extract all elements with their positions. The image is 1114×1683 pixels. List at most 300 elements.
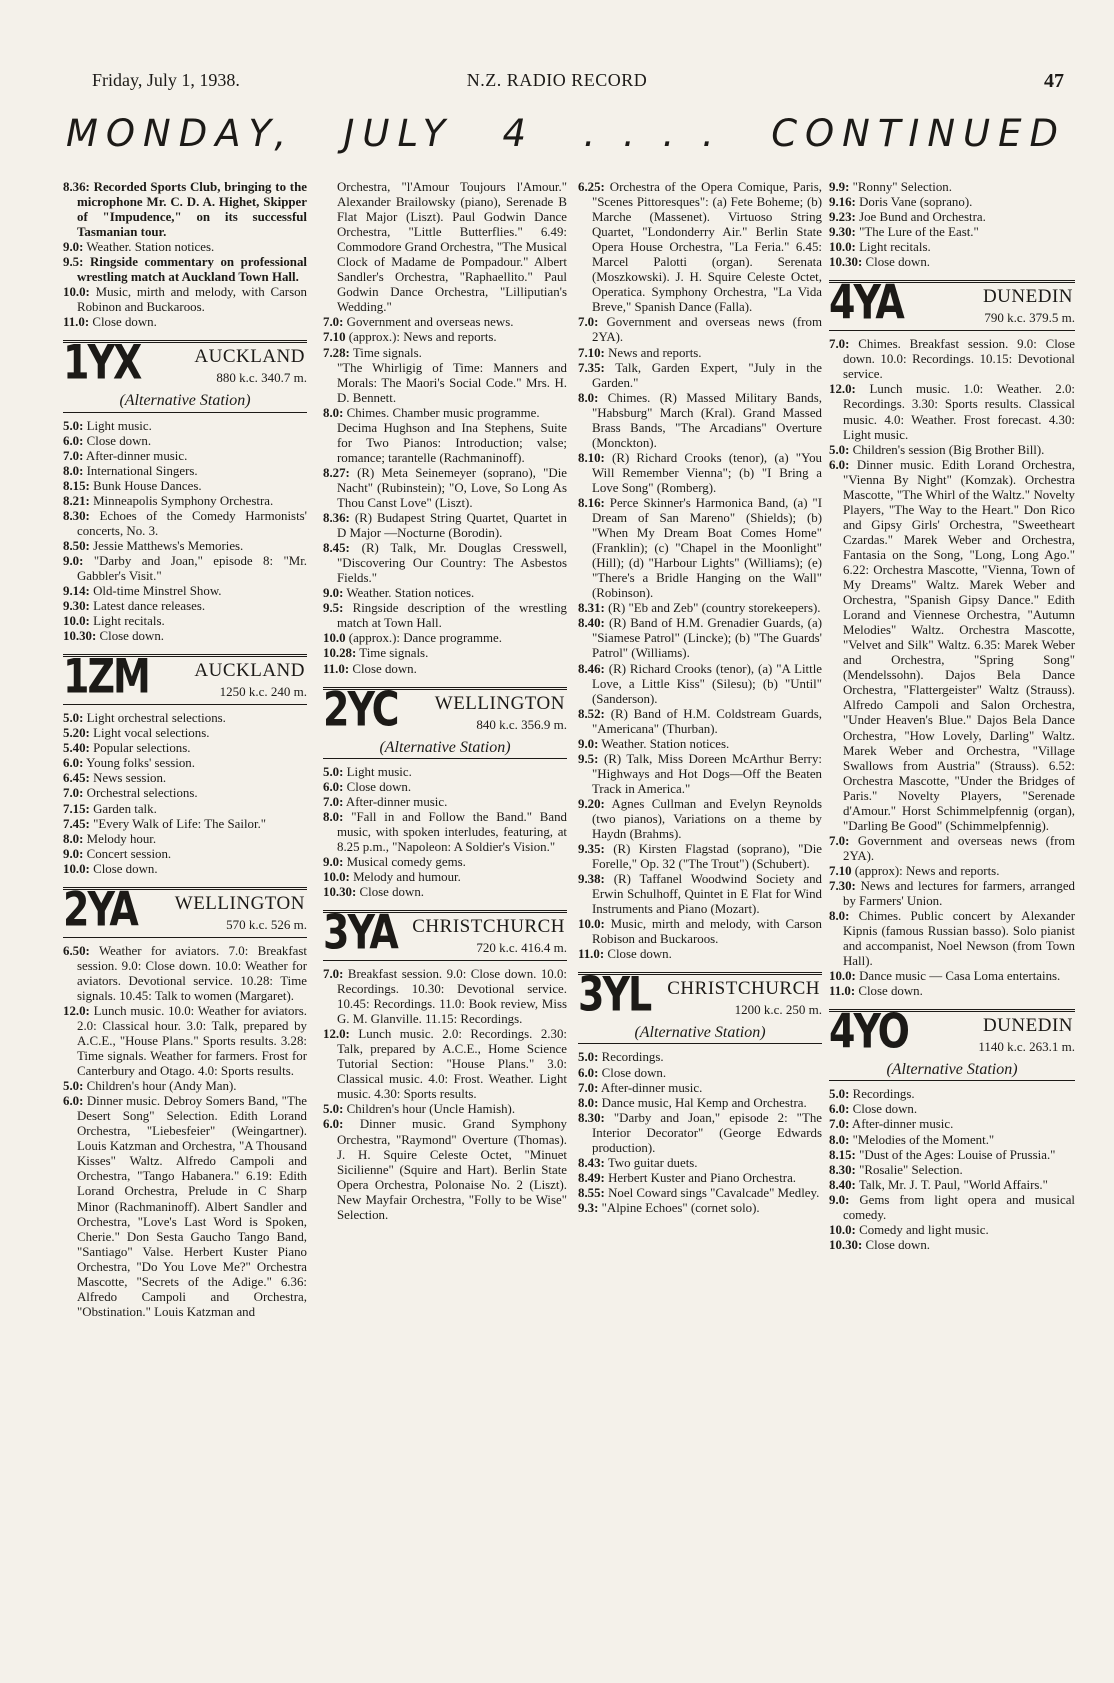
entry-time: 8.30: <box>829 1162 856 1177</box>
entry-time: 12.0: <box>63 1003 90 1018</box>
entry-text: Weather for aviators. 7.0: Breakfast session. 9.0: Close down. 10.0: Weather for aviators. Devotional service. 10.28: Time signals. 10.45: Talk to women (Margaret). <box>77 943 307 1003</box>
entry-text: (R) Richard Crooks (tenor), (a) "A Little Love, a Little Kiss" (Silesu); (b) "Until" (Sanderson). <box>592 661 822 706</box>
station-header <box>63 334 307 412</box>
entry-time: 5.0: <box>323 1102 344 1117</box>
programme-entry <box>578 947 822 962</box>
entry-time: 5.20: <box>63 726 90 741</box>
entry-text: Weather. Station notices. <box>346 586 475 601</box>
station-callsign: 4YA <box>829 274 903 330</box>
entry-text: Jessie Matthews's Memories. <box>93 538 244 553</box>
entry-text: Light orchestral selections. <box>86 711 226 726</box>
entry-time: 9.30: <box>829 225 856 240</box>
entry-text: Chimes. Chamber music programme. <box>346 405 540 420</box>
programme-entry <box>323 466 567 511</box>
title-word: CONTINUED <box>771 112 1066 155</box>
programme-entry <box>63 255 307 285</box>
entry-time: 11.0: <box>323 661 350 676</box>
entry-text: After-dinner music. <box>345 794 448 809</box>
programme-entry <box>323 406 567 421</box>
entry-text: "Melodies of the Moment." <box>852 1132 995 1147</box>
programme-entry <box>829 1163 1075 1178</box>
station-city: DUNEDIN <box>982 286 1073 308</box>
entry-text: Close down. <box>93 861 158 876</box>
entry-time: 10.0: <box>63 861 90 876</box>
entry-text: Herbert Kuster and Piano Orchestra. <box>608 1170 797 1185</box>
entry-text: "Alpine Echoes" (cornet solo). <box>601 1200 760 1215</box>
station-header <box>323 904 567 961</box>
programme-entry <box>323 810 567 855</box>
programme-entry <box>63 464 307 479</box>
programme-entry <box>63 847 307 862</box>
entry-time: 6.0: <box>829 457 850 472</box>
entry-text: Old-time Minstrel Show. <box>93 584 222 599</box>
programme-entry <box>323 795 567 810</box>
entry-time: 8.40: <box>829 1177 856 1192</box>
entry-time: 8.0: <box>323 405 344 420</box>
entry-text: Talk, Garden Expert, "July in the Garden." <box>592 360 822 390</box>
entry-text: Close down. <box>352 661 417 676</box>
entry-time: 6.0: <box>63 433 84 448</box>
programme-entry <box>63 726 307 741</box>
entry-text: News and lectures for farmers, arranged by Farmers' Union. <box>843 878 1075 909</box>
programme-entry <box>63 434 307 449</box>
programme-entry <box>63 599 307 614</box>
entry-text: "Darby and Joan," episode 2: "The Interior Decorator" (George Edwards production). <box>592 1110 822 1155</box>
entry-time: 7.30: <box>829 878 856 893</box>
entry-time: 9.35: <box>578 842 605 857</box>
entry-text: Lunch music. 1.0: Weather. 2.0: Recordings. 3.30: Sports results. Classical music. 4.0: Weather. Frost forecast. 4.30: Light music. <box>843 382 1075 442</box>
entry-text: News session. <box>93 771 167 786</box>
programme-entry <box>63 554 307 584</box>
entry-time: 7.15: <box>63 801 90 816</box>
programme-entry <box>323 631 567 646</box>
entry-time: 9.5: <box>578 751 599 766</box>
entry-text: Noel Coward sings "Cavalcade" Medley. <box>608 1185 820 1200</box>
entry-time: 6.0: <box>578 1065 599 1080</box>
programme-entry <box>829 1117 1075 1132</box>
entry-text: Government and overseas news. <box>346 315 514 330</box>
entry-time: 5.0: <box>63 711 84 726</box>
entry-text: (R) Band of H.M. Coldstream Guards, "Americana" (Thurban). <box>592 706 822 736</box>
entry-time: 12.0: <box>829 382 856 397</box>
entry-time: 8.27: <box>323 465 350 480</box>
entry-time: 10.30: <box>829 255 863 270</box>
programme-entry <box>323 346 567 361</box>
programme-entry <box>829 225 1075 240</box>
programme-entry <box>578 1201 822 1216</box>
entry-time: 8.0: <box>829 909 850 924</box>
entry-text: Recorded Sports Club, bringing to the microphone Mr. C. D. A. Highet, Skipper of "Impudence," on its successful Tasmanian tour. <box>77 180 307 240</box>
entry-text: Children's hour (Andy Man). <box>86 1079 237 1094</box>
entry-text: Dinner music. Debroy Somers Band, "The Desert Song" Selection. Edith Lorand Orchestra, "Liebesfeier" (Weingartner). Louis Katzman and Orchestra, "A Thousand Kisses" Waltz. Alfredo Campoli and Orchestra, "Tango Habanera." 6.19: Edith Lorand Orchestra, Prelude in C Sharp Minor (Rachmaninoff). Albert Sandler and Orchestra, "Love's Last Word is Spoken, Cherie." Don Sesta Gaucho Tango Band, "Santiago" Valse. Herbert Kuster Piano Orchestra, "Do You Love Me?" Orchestra Mascotte, "Secrets of the Adige." 6.36: Alfredo Campoli and Orchestra, "Obstination." Louis Katzman and <box>77 1094 307 1319</box>
entry-time: 8.0: <box>63 463 84 478</box>
entry-text: Two guitar duets. <box>607 1155 698 1170</box>
programme-entry <box>578 361 822 391</box>
entry-text: Garden talk. <box>93 801 157 816</box>
entry-text: (R) Budapest String Quartet, Quartet in D Major —Nocturne (Borodin). <box>337 511 567 541</box>
programme-entry <box>323 601 567 631</box>
entry-time: 10.0: <box>829 240 856 255</box>
entry-time: 5.0: <box>63 418 84 433</box>
entry-text: Dinner music. Grand Symphony Orchestra, "Raymond" Overture (Thomas). J. H. Squire Celeste Octet, "Minuet Sicilienne" (Squire and Hart). Berlin State Opera Orchestra, Polonaise No. 2 (Liszt). New Mayfair Orchestra, "Folly to be Wise" Selection. <box>337 1117 567 1222</box>
programme-entry <box>323 967 567 1027</box>
entry-time: 9.0: <box>323 586 344 601</box>
entry-text: (R) Meta Seinemeyer (soprano), "Die Nacht" (Rubinstein); "O, Love, So Long As Thou Canst Love" (Liszt). <box>337 465 567 510</box>
programme-entry <box>578 1111 822 1156</box>
programme-entry <box>323 765 567 780</box>
entry-text: Government and overseas news (from 2YA). <box>843 833 1075 863</box>
entry-time: 7.0: <box>829 1117 850 1132</box>
entry-time: 10.28: <box>323 646 357 661</box>
entry-time: 7.0: <box>63 786 84 801</box>
entry-text: Close down. <box>346 779 412 794</box>
entry-text: Close down. <box>865 255 930 270</box>
entry-text: "The Whirligig of Time: Manners and Morals: The Maori's Social Code." Mrs. H. D. Bennett. <box>337 360 567 405</box>
entry-text: "Fall in and Follow the Band." Band music, with spoken interludes, featuring, at 8.25 p.m., "Napoleon: A Soldier's Vision." <box>337 809 567 854</box>
programme-entry <box>63 802 307 817</box>
entry-time: 8.15: <box>829 1147 856 1162</box>
entry-text: Light vocal selections. <box>93 726 210 741</box>
column-2 <box>323 180 567 1223</box>
entry-text: Agnes Cullman and Evelyn Reynolds (two pianos), Variations on a theme by Haydn (Brahms). <box>592 796 822 842</box>
station-alternative-label: (Alternative Station) <box>379 738 511 756</box>
programme-entry <box>829 210 1075 225</box>
programme-entry <box>578 1096 822 1111</box>
station-header <box>829 274 1075 331</box>
entry-text: Government and overseas news (from 2YA). <box>592 315 822 345</box>
programme-entry <box>829 1193 1075 1223</box>
programme-entry <box>63 711 307 726</box>
station-frequency: 1250 k.c. 240 m. <box>219 684 307 700</box>
programme-entry <box>63 771 307 786</box>
entry-time: 9.0: <box>829 1192 850 1207</box>
programme-entry <box>323 855 567 870</box>
entry-text: Orchestral selections. <box>86 786 198 801</box>
entry-time: 8.43: <box>578 1155 605 1170</box>
programme-entry <box>578 917 822 947</box>
entry-text: (R) Kirsten Flagstad (soprano), "Die Forelle," Op. 32 ("The Trout") (Schubert). <box>592 842 822 872</box>
entry-time: 8.46: <box>578 661 605 676</box>
entry-time: 9.14: <box>63 584 90 599</box>
programme-entry <box>829 1133 1075 1148</box>
column-4 <box>829 180 1075 1253</box>
entry-text: Weather. Station notices. <box>86 240 215 255</box>
entry-time: 8.0: <box>829 1132 850 1147</box>
programme-entry <box>829 879 1075 909</box>
entry-time: 8.16: <box>578 495 605 510</box>
programme-entry <box>63 756 307 771</box>
programme-entry <box>63 240 307 255</box>
programme-entry <box>323 1117 567 1222</box>
entry-text: News and reports. <box>608 345 702 360</box>
entry-time: 5.0: <box>829 1087 850 1102</box>
entry-time: 9.30: <box>63 599 90 614</box>
entry-text: "The Lure of the East." <box>859 225 979 240</box>
station-frequency: 720 k.c. 416.4 m. <box>476 939 567 955</box>
entry-time: 7.28: <box>323 345 350 360</box>
entry-text: Perce Skinner's Harmonica Band, (a) "I Dream of San Mareno" (Shields); (b) "When My Dream Boat Comes Home" (Franklin); (c) "Chapel in the Moonlight" (Hill); (d) "Harbour Lights" (Williams); (e) "There's a Bridle Hanging on the Wall" (Robinson). <box>592 495 822 601</box>
programme-entry <box>323 541 567 586</box>
programme-entry <box>578 1066 822 1081</box>
header-date: Friday, July 1, 1938. <box>92 70 240 90</box>
entry-text: Dinner music. Edith Lorand Orchestra, "Vienna By Night" (Komzak). Orchestra Mascotte, "The Whirl of the Waltz." Novelty Players, "The Way to the Heart." Don Rico and Gipsy Girls' Orchestra, "Sweetheart Czardas." Marek Weber and Orchestra, Fantasia on the Song, "Long, Long Ago." 6.22: Orchestra Mascotte, "Vienna, Town of My Dreams" Waltz. Marek Weber and Orchestra, "Spanish Gipsy Dance." Edith Lorand and Viennese Orchestra, "Autumn Melodies" Waltz. Orchestra Mascotte, "Velvet and Silk" Waltz. 6.35: Marek Weber and Orchestra, "Spring Song" (Mendelssohn). Dajos Bela Dance Orchestra, "Flattergeister" Waltz (Strauss). Alfredo Campoli and Salon Orchestra, "Under Heaven's Blue." Dajos Bela Dance Orchestra, "How Lovely, Darling" Waltz. Marek Weber and Orchestra, "Village Swallows from Austria" (Strauss). 6.52: Orchestra Mascotte, "Under the Bridges of Paris." Novelty Players, "Serenade d'Amour." Horst Schimmelpfennig (organ), "Darling Be Good" (Schimmelpfennig). <box>843 457 1075 833</box>
entry-text: Comedy and light music. <box>859 1222 989 1237</box>
entry-text: Recordings. <box>601 1050 664 1065</box>
station-frequency: 840 k.c. 356.9 m. <box>476 716 567 732</box>
entry-text: "Dust of the Ages: Louise of Prussia." <box>859 1147 1056 1162</box>
programme-entry <box>63 1094 307 1320</box>
entry-text: Light music. <box>86 418 152 433</box>
entry-time: 8.50: <box>63 538 90 553</box>
programme-entry <box>63 494 307 509</box>
entry-time: 8.0: <box>578 390 599 405</box>
station-frequency: 880 k.c. 340.7 m. <box>216 370 307 386</box>
programme-entry <box>829 909 1075 969</box>
entry-text: "Darby and Joan," episode 8: "Mr. Gabbler's Visit." <box>77 553 307 583</box>
station-callsign: 1YX <box>63 334 141 390</box>
entry-time: 7.10 <box>323 330 346 345</box>
entry-time: 10.30: <box>829 1237 863 1252</box>
entry-text: (approx.): News and reports. <box>348 330 497 345</box>
programme-entry <box>578 1081 822 1096</box>
entry-time: 8.31: <box>578 601 605 616</box>
programme-entry <box>63 629 307 644</box>
station-city: AUCKLAND <box>194 346 305 368</box>
entry-time: 9.5: <box>323 601 344 616</box>
programme-entry <box>63 180 307 240</box>
entry-time: 8.36: <box>63 180 90 194</box>
column-3 <box>578 180 822 1216</box>
programme-entry <box>63 786 307 801</box>
entry-text: Latest dance releases. <box>93 599 206 614</box>
entry-time: 10.0: <box>829 969 856 984</box>
title-word: . . . . <box>583 112 722 155</box>
programme-entry <box>578 451 822 496</box>
entry-text: Concert session. <box>86 846 172 861</box>
entry-text: (R) Taffanel Woodwind Society and Erwin Schulhoff, Quintet in E Flat for Wind Instruments and Piano (Mozart). <box>592 872 822 917</box>
entry-time: 8.0: <box>323 809 344 824</box>
entry-text: Chimes. Public concert by Alexander Kipnis (famous Russian basso). Solo pianist and accompanist, Noel Newson (from Town Hall). <box>843 909 1075 969</box>
entry-time: 9.0: <box>578 736 599 751</box>
programme-entry <box>829 458 1075 834</box>
entry-text: (R) Talk, Mr. Douglas Cresswell, "Discovering Our Country: The Asbestos Fields." <box>337 541 567 586</box>
station-city: CHRISTCHURCH <box>667 978 820 1000</box>
entry-text: Time signals. <box>352 345 422 360</box>
entry-time: 6.0: <box>829 1102 850 1117</box>
entry-text: Close down. <box>865 1237 930 1252</box>
station-city: CHRISTCHURCH <box>412 916 565 938</box>
entry-time: 8.30: <box>578 1110 605 1125</box>
entry-text: (R) Talk, Miss Doreen McArthur Berry: "Highways and Hot Dogs—Off the Beaten Track in America." <box>592 751 822 796</box>
entry-text: Light recitals. <box>859 240 931 255</box>
entry-time: 9.0: <box>63 846 84 861</box>
entry-time: 7.0: <box>578 1080 599 1095</box>
entry-time: 7.0: <box>323 315 344 330</box>
programme-entry <box>63 509 307 539</box>
entry-text: After-dinner music. <box>85 448 188 463</box>
programme-entry <box>578 1156 822 1171</box>
entry-time: 6.0: <box>323 1117 344 1132</box>
entry-time: 8.40: <box>578 616 605 631</box>
entry-time: 5.40: <box>63 741 90 756</box>
programme-entry <box>829 382 1075 442</box>
entry-time: 6.45: <box>63 771 90 786</box>
entry-text: Bunk House Dances. <box>93 478 202 493</box>
entry-text: Light music. <box>346 764 412 779</box>
entry-text: Dance music, Hal Kemp and Orchestra. <box>601 1095 807 1110</box>
entry-time: 8.0: <box>578 1095 599 1110</box>
page-title <box>66 112 1066 155</box>
entry-text: Close down. <box>852 1102 918 1117</box>
programme-entry <box>578 601 822 616</box>
programme-entry <box>829 180 1075 195</box>
entry-text: Joe Bund and Orchestra. <box>859 210 986 225</box>
programme-entry <box>63 285 307 315</box>
entry-text: Children's session (Big Brother Bill). <box>852 442 1045 457</box>
programme-entry <box>323 646 567 661</box>
entry-time: 8.55: <box>578 1185 605 1200</box>
programme-entry <box>63 862 307 877</box>
entry-time: 5.0: <box>829 442 850 457</box>
entry-text: Children's hour (Uncle Hamish). <box>346 1102 516 1117</box>
entry-text: "Ronny" Selection. <box>852 180 952 194</box>
programme-entry <box>323 885 567 900</box>
programme-entry <box>829 1223 1075 1238</box>
programme-entry <box>323 421 567 466</box>
entry-text: After-dinner music. <box>851 1117 954 1132</box>
programme-entry <box>829 984 1075 999</box>
entry-text: Minneapolis Symphony Orchestra. <box>93 493 274 508</box>
entry-text: Melody hour. <box>86 831 157 846</box>
entry-time: 6.0: <box>323 779 344 794</box>
programme-entry <box>323 870 567 885</box>
entry-time: 10.0: <box>63 285 90 300</box>
entry-text: (R) "Eb and Zeb" (country storekeepers). <box>608 601 821 616</box>
entry-time: 7.10 <box>829 863 852 878</box>
station-callsign: 3YL <box>578 966 651 1022</box>
station-city: DUNEDIN <box>982 1015 1073 1037</box>
programme-entry <box>63 741 307 756</box>
station-frequency: 1140 k.c. 263.1 m. <box>978 1039 1075 1055</box>
programme-entry <box>323 586 567 601</box>
entry-time: 9.9: <box>829 180 850 194</box>
entry-text: Chimes. (R) Massed Military Bands, "Habsburg" March (Kral). Grand Massed Brass Bands, "The Arcadians" Overture (Monckton). <box>592 390 822 450</box>
programme-entry <box>323 662 567 677</box>
programme-entry <box>63 1004 307 1079</box>
entry-time: 10.0: <box>578 917 605 932</box>
entry-time: 10.30: <box>63 629 97 644</box>
entry-text: Close down. <box>359 884 424 899</box>
entry-time: 8.21: <box>63 493 90 508</box>
entry-text: Close down. <box>86 433 152 448</box>
programme-entry <box>829 969 1075 984</box>
programme-entry <box>578 842 822 872</box>
title-word: 4 <box>502 112 535 155</box>
entry-text: Doris Vane (soprano). <box>859 195 973 210</box>
station-city: WELLINGTON <box>174 892 305 914</box>
entry-text: Ringside description of the wrestling match at Town Hall. <box>337 601 567 631</box>
entry-text: Chimes. Breakfast session. 9.0: Close down. 10.0: Recordings. 10.15: Devotional service. <box>843 337 1075 382</box>
entry-text: Melody and humour. <box>353 869 461 884</box>
programme-entry <box>578 496 822 601</box>
station-frequency: 790 k.c. 379.5 m. <box>984 310 1075 326</box>
entry-text: Musical comedy gems. <box>346 854 466 869</box>
entry-text: Lunch music. 10.0: Weather for aviators. 2.0: Classical hour. 3.0: Talk, prepared by A.C.E., "House Plans." Sports results. 3.28: Time signals. Weather for farmers. Frost for Canterbury and Otago. 4.0: Sports results. <box>77 1003 307 1079</box>
entry-time: 7.0: <box>578 315 599 330</box>
station-header <box>323 681 567 759</box>
entry-time: 9.16: <box>829 195 856 210</box>
entry-time: 8.52: <box>578 706 605 721</box>
programme-entry <box>578 662 822 707</box>
programme-entry <box>578 752 822 797</box>
station-frequency: 1200 k.c. 250 m. <box>734 1002 822 1018</box>
programme-entry <box>578 391 822 451</box>
entry-time: 9.3: <box>578 1200 599 1215</box>
entry-text: Weather. Station notices. <box>601 736 730 751</box>
entry-text: Recordings. <box>852 1087 915 1102</box>
programme-entry <box>578 1050 822 1065</box>
programme-entry <box>578 616 822 661</box>
programme-entry <box>578 180 822 315</box>
entry-time: 9.0: <box>323 854 344 869</box>
entry-time: 9.20: <box>578 796 605 811</box>
entry-text: Close down. <box>858 984 923 999</box>
station-frequency: 570 k.c. 526 m. <box>226 916 307 932</box>
programme-entry <box>63 479 307 494</box>
entry-time: 11.0: <box>578 947 605 962</box>
programme-entry <box>829 834 1075 864</box>
entry-text: Time signals. <box>359 646 429 661</box>
entry-time: 9.38: <box>578 872 605 887</box>
station-callsign: 2YC <box>323 681 398 737</box>
entry-time: 8.45: <box>323 541 350 556</box>
programme-entry <box>63 539 307 554</box>
programme-entry <box>829 195 1075 210</box>
programme-entry <box>829 255 1075 270</box>
entry-time: 9.5: <box>63 255 84 270</box>
column-1 <box>63 180 307 1320</box>
programme-entry <box>323 511 567 541</box>
programme-entry <box>63 584 307 599</box>
entry-text: Close down. <box>607 947 672 962</box>
entry-time: 7.0: <box>63 448 84 463</box>
station-header <box>63 881 307 938</box>
entry-time: 7.0: <box>323 967 344 982</box>
entry-text: After-dinner music. <box>600 1080 703 1095</box>
station-alternative-label: (Alternative Station) <box>119 392 251 410</box>
entry-time: 8.36: <box>323 511 350 526</box>
entry-time: 11.0: <box>829 984 856 999</box>
programme-entry <box>829 1238 1075 1253</box>
station-callsign: 1ZM <box>63 648 149 704</box>
programme-entry <box>829 864 1075 879</box>
entry-text: Music, mirth and melody, with Carson Robinon and Buckaroos. <box>77 285 307 315</box>
programme-entry <box>578 315 822 345</box>
entry-time: 5.0: <box>63 1079 84 1094</box>
entry-time: 7.0: <box>829 833 850 848</box>
programme-entry <box>829 337 1075 382</box>
entry-time: 6.25: <box>578 180 605 194</box>
programme-entry <box>323 1027 567 1102</box>
programme-entry <box>63 449 307 464</box>
programme-entry <box>829 443 1075 458</box>
programme-entry <box>829 240 1075 255</box>
programme-entry <box>323 361 567 406</box>
programme-entry <box>578 797 822 842</box>
programme-entry <box>63 817 307 832</box>
programme-entry <box>829 1148 1075 1163</box>
station-header <box>578 966 822 1044</box>
